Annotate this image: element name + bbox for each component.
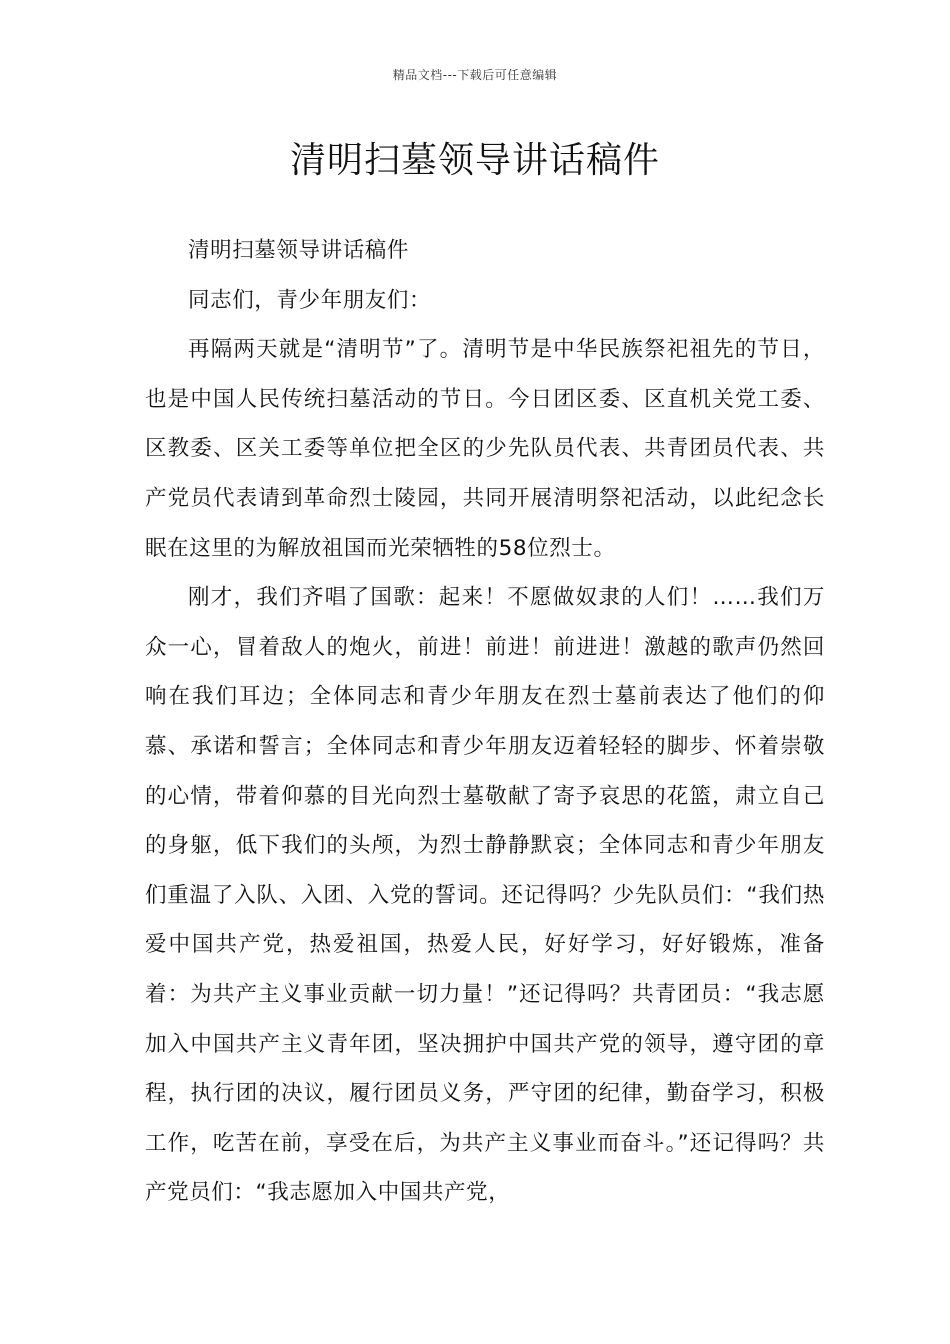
document-body [145, 226, 825, 1218]
body-paragraph-subtitle: 清明扫墓领导讲话稿件 [188, 238, 410, 263]
body-paragraph-greeting: 同志们，青少年朋友们： [188, 287, 432, 313]
document-title: 清明扫墓领导讲话稿件 [289, 140, 660, 181]
body-paragraph: 刚才，我们齐唱了国歌：起来！不愿做奴隶的人们！……我们万众一心，冒着敌人的炮火，前进！前进！前进进！激越的歌声仍然回响在我们耳边；全体同志和青少年朋友在烈士墓前表达了他们的仰慕、承诺和誓言；全体同志和青少年朋友迈着轻轻的脚步、怀着崇敬的心情，带着仰慕的目光向烈士墓敬献了寄予哀思的花篮，肃立自己的身躯，低下我们的头颅，为烈士静静默哀；全体同志和青少年朋友们重温了入队、入团、入党的誓词。还记得吗？少先队员们：“我们热爱中国共产党，热爱祖国，热爱人民，好好学习，好好锻炼，准备着：为共产主义事业贡献一切力量！”还记得吗？共青团员：“我志愿加入中国共产主义青年团，坚决拥护中国共产党的领导，遵守团的章程，执行团的决议，履行团员义务，严守团的纪律，勤奋学习，积极工作，吃苦在前，享受在后，为共产主义事业而奋斗。”还记得吗？共产党员们：“我志愿加入中国共产党， [145, 585, 825, 1206]
body-paragraph: 再隔两天就是“清明节”了。清明节是中华民族祭祀祖先的节日，也是中国人民传统扫墓活动的节日。今日团区委、区直机关党工委、区教委、区关工委等单位把全区的少先队员代表、共青团员代表、共产党员代表请到革命烈士陵园，共同开展清明祭祀活动，以此纪念长眠在这里的为解放祖国而光荣牺牲的58位烈士。 [145, 337, 825, 561]
header-note: 精品文档---下载后可任意编辑 [392, 68, 558, 82]
